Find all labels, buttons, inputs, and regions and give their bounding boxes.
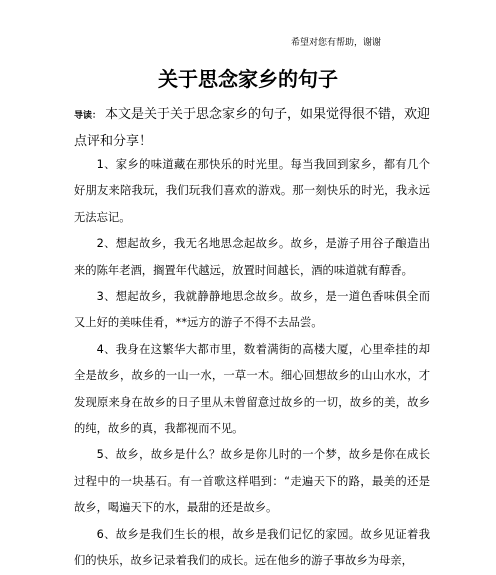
- paragraph: 5、故乡，故乡是什么？故乡是你儿时的一个梦，故乡是你在成长过程中的一块基石。有一首歌这样唱到：“走遍天下的路，最美的还是故乡，喝遍天下的水，最甜的还是故乡。: [74, 448, 430, 515]
- paragraph: 3、想起故乡，我就静静地思念故乡。故乡，是一道色香味俱全而又上好的美味佳肴，**远方的游子不得不去品尝。: [74, 290, 430, 330]
- intro: [74, 102, 438, 155]
- document-body: [74, 152, 430, 575]
- document-title: 关于思念家乡的句子: [158, 67, 338, 91]
- intro-label: 导读：: [74, 111, 102, 121]
- paragraph: 1、家乡的味道藏在那快乐的时光里。每当我回到家乡，都有几个好朋友来陪我玩，我们玩我们喜欢的游戏。那一刻快乐的时光，我永远无法忘记。: [74, 158, 430, 224]
- intro-text: 本文是关于关于思念家乡的句子，如果觉得很不错，欢迎点评和分享！: [74, 107, 431, 149]
- paragraph: 4、我身在这繁华大都市里，数着满街的高楼大厦，心里牵挂的却全是故乡，故乡的一山一水，一草一木。细心回想故乡的山山水水，才发现原来身在故乡的日子里从未曾留意过故乡的一切，故乡的美，故乡的纯，故乡的真，我都视而不见。: [74, 342, 430, 436]
- header-note: 希望对您有帮助，谢谢: [291, 38, 382, 48]
- paragraph: 6、故乡是我们生长的根，故乡是我们记忆的家园。故乡见证着我们的快乐，故乡记录着我们的成长。远在他乡的游子事故乡为母亲，: [74, 527, 430, 568]
- paragraph: 2、想起故乡，我无名地思念起故乡。故乡，是游子用谷子酿造出来的陈年老酒，搁置年代越远，放置时间越长，酒的味道就有醇香。: [74, 237, 430, 277]
